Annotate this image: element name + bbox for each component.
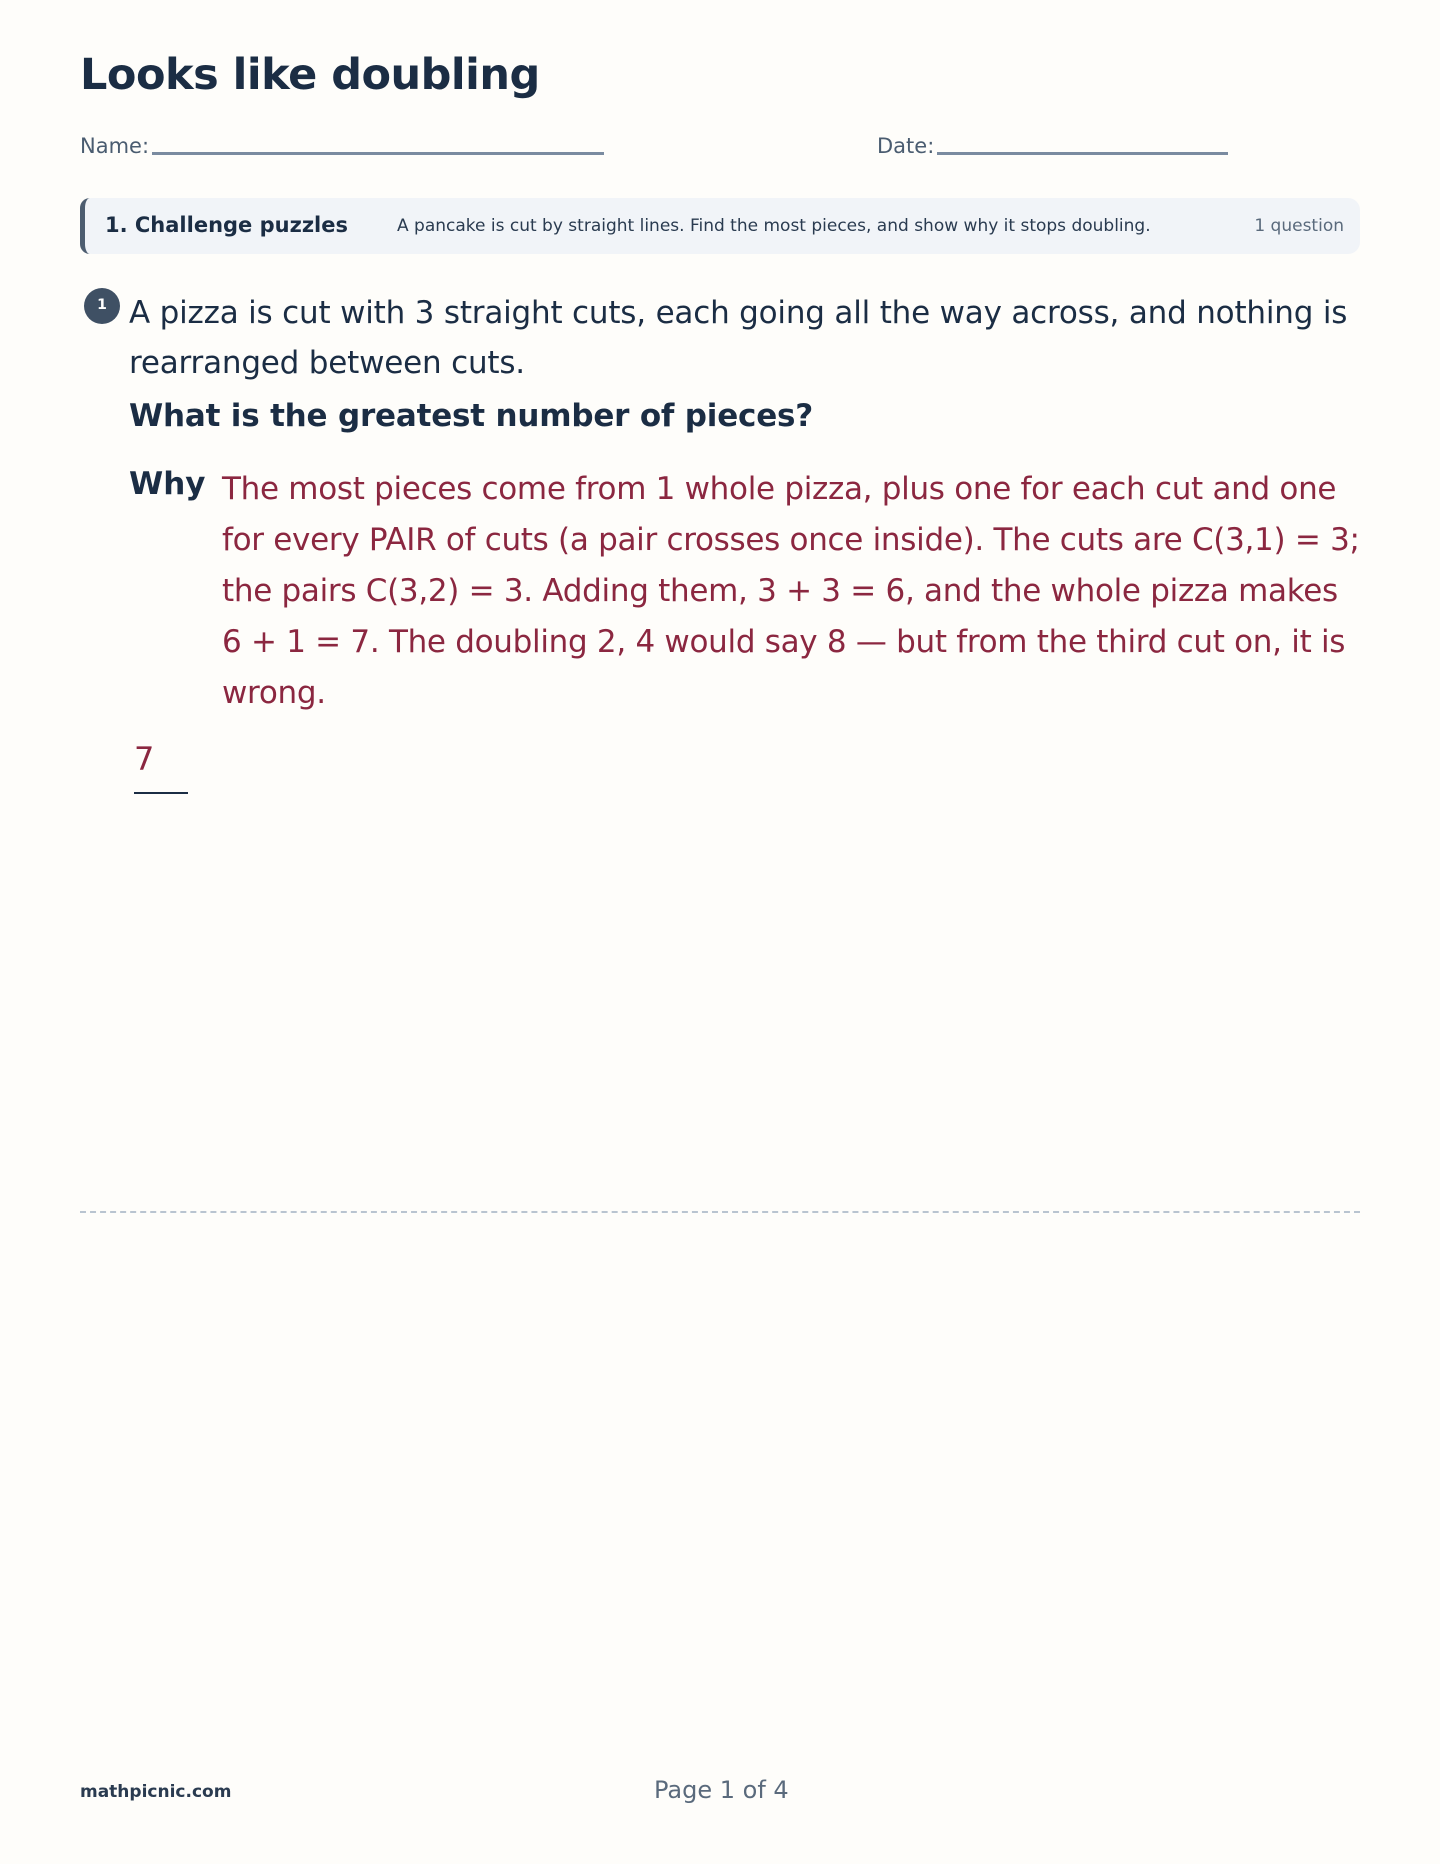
section-accent-bar	[80, 198, 90, 254]
answer-blank[interactable]	[134, 740, 188, 794]
section-header	[80, 198, 1360, 254]
section-question-count: 1 question	[1254, 216, 1344, 236]
date-label: Date:	[877, 134, 935, 158]
name-field[interactable]	[152, 152, 604, 155]
name-label: Name:	[80, 134, 150, 158]
question-prompt: What is the greatest number of pieces?	[129, 398, 814, 434]
section-description: A pancake is cut by straight lines. Find the most pieces, and show why it stops doubling.	[397, 216, 1151, 236]
page-title: Looks like doubling	[80, 50, 540, 100]
why-explanation: The most pieces come from 1 whole pizza, plus one for each cut and one for every PAIR of cuts (a pair crosses once inside). The cuts are C(3,1) = 3; the pairs C(3,2) = 3. Adding them, 3 + 3 = 6, and the whole pizza makes 6 + 1 = 7. The doubling 2, 4 would say 8 — but from the third cut on, it is wrong.	[222, 471, 1360, 711]
question-text: A pizza is cut with 3 straight cuts, each going all the way across, and nothing is rearranged between cuts.	[129, 295, 1348, 381]
date-field[interactable]	[937, 152, 1228, 155]
dashed-divider	[80, 1211, 1360, 1213]
answer-value: 7	[134, 740, 155, 778]
section-title: 1. Challenge puzzles	[105, 213, 348, 237]
question-number-badge: 1	[84, 288, 120, 324]
footer-site: mathpicnic.com	[80, 1782, 232, 1802]
why-label: Why	[129, 466, 206, 502]
page-number: Page 1 of 4	[654, 1776, 789, 1804]
worksheet-page	[80, 0, 1360, 1864]
name-date-row	[80, 134, 1360, 164]
